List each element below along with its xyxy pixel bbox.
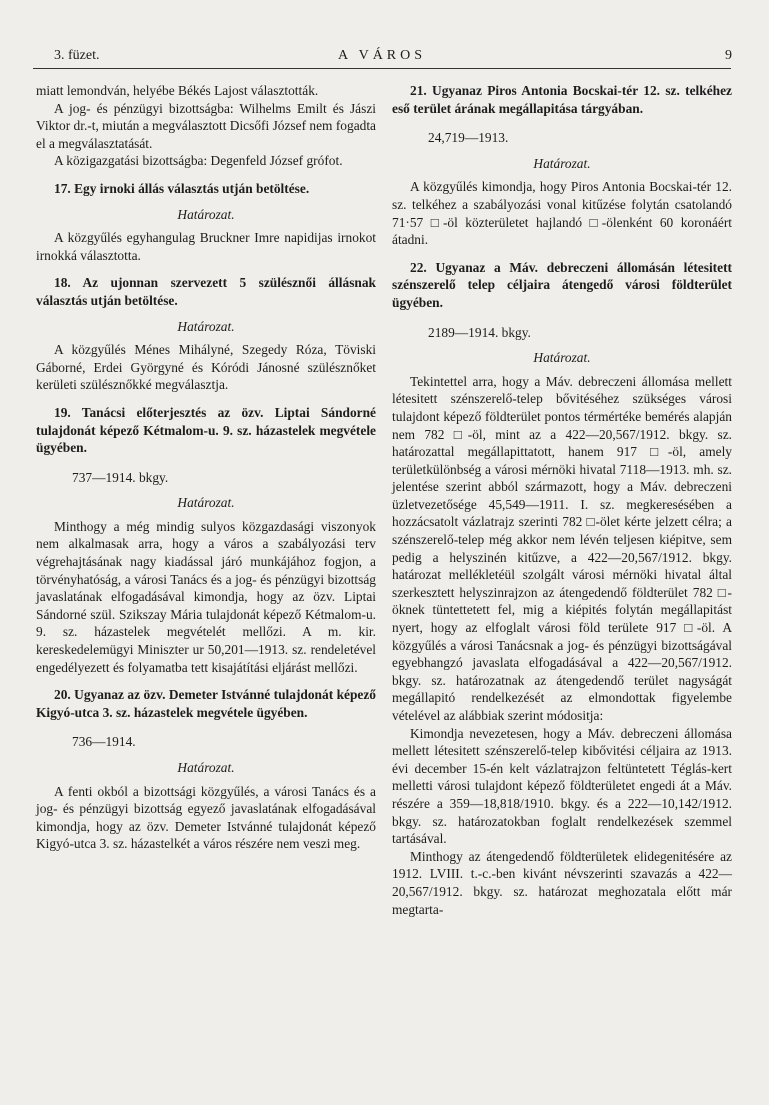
paragraph: miatt lemondván, helyébe Békés Lajost választották. <box>36 83 319 98</box>
section-heading-19: 19. Tanácsi előterjesztés az özv. Liptai Sándorné tulajdonát képező Kétmalom-u. 9. sz. házastelek megvétele ügyében. <box>36 404 376 456</box>
reference-number: 24,719—1913. <box>428 130 509 146</box>
resolution-label: Határozat. <box>177 318 235 334</box>
issue-number: 3. füzet. <box>54 48 100 63</box>
page-header <box>32 48 732 68</box>
section-heading-22: 22. Ugyanaz a Máv. debreczeni állomásán létesitett szénszerelő telep céljaira átengedő városi földterület ügyében. <box>392 259 732 310</box>
left-column <box>36 82 376 853</box>
resolution-label: Határozat. <box>177 760 235 775</box>
header-rule <box>33 68 731 69</box>
page-number: 9 <box>725 48 732 63</box>
section-heading-17: 17. Egy irnoki állás választás utján betöltése. <box>54 180 310 196</box>
journal-title: A VÁROS <box>338 48 427 63</box>
paragraph: Minthogy az átengedendő földterületek elidegenitésére az 1912. LVIII. t.-c.-ben kivánt névszerinti szavazás a 422—20,567/1912. bkgy. sz. határozat meghozatala előtt már megtarta- <box>392 848 732 917</box>
paragraph: Minthogy a még mindig sulyos közgazdasági viszonyok nem alkalmasak arra, hogy a város a szabályozási terv végrehajtásának nagy kiadással járó munkájához fogjon, a törvényhatóság, a városi Tanács és a jog- és pénzügyi bizottság javaslatának elfogadásával kimondja, hogy az özv. Liptai Sándorné szül. Szikszay Mária tulajdonát képező Kétmalom-u. 9. sz. házastelek megvételét mellőzi. A m. kir. kereskedelemügyi Miniszter ur 50,201—1913. sz. rendeletével engedélyezett és folyamatba tett kisajátítási eljárást mellőzi. <box>36 518 376 675</box>
paragraph: A közgyűlés Ménes Mihályné, Szegedy Róza, Töviski Gáborné, Erdei Györgyné és Kóródi Jánosné szülésznőket kerületi szülésznőkké megválasztja. <box>36 342 376 393</box>
resolution-label: Határozat. <box>533 350 591 366</box>
paragraph: Kimondja nevezetesen, hogy a Máv. debreczeni állomása mellett létesitett szénszerelő-telep kibővitési céljaira az 1913. évi december 15-én kelt vázlatrajzon feltüntetett Téglás-kert melletti városi tulajdont képező földterületet engedi át a Máv. részére a 359—18,818/1910. bkgy. és a 222—10,142/1912. bkgy. sz. határozatokban foglalt rendelkezések szemmel tartásával. <box>392 725 732 847</box>
resolution-label: Határozat. <box>177 495 235 511</box>
paragraph: A közgyűlés egyhangulag Bruckner Imre napidijas irnokot irnokká választotta. <box>36 230 376 263</box>
section-heading-20: 20. Ugyanaz az özv. Demeter Istvánné tulajdonát képező Kigyó-utca 3. sz. házastelek megvétele ügyében. <box>36 687 376 720</box>
paragraph: A fenti okból a bizottsági közgyűlés, a városi Tanács és a jog- és pénzügyi bizottság egyező javaslatának elfogadásával kimondja, hogy az özv. Demeter Istvánné tulajdonát képező Kigyó-utca 3. sz. házastelkét a város részére nem veszi meg. <box>36 783 376 852</box>
paragraph: A jog- és pénzügyi bizottságba: Wilhelms Emilt és Jászi Viktor dr.-t, miután a megválasztott Dicsőfi József nem fogadta el a megválasztatását. <box>36 100 376 151</box>
section-heading-21: 21. Ugyanaz Piros Antonia Bocskai-tér 12. sz. telkéhez eső terület árának megállapitása tárgyában. <box>392 83 732 116</box>
resolution-label: Határozat. <box>533 155 591 171</box>
reference-number: 736—1914. <box>72 734 136 750</box>
paragraph: A közigazgatási bizottságba: Degenfeld József grófot. <box>54 153 343 169</box>
section-heading-18: 18. Az ujonnan szervezett 5 szülésznői állásnak választás utján betöltése. <box>36 275 376 308</box>
reference-number: 737—1914. bkgy. <box>72 469 169 485</box>
right-column <box>392 82 732 918</box>
resolution-label: Határozat. <box>177 206 235 222</box>
reference-number: 2189—1914. bkgy. <box>428 324 531 340</box>
paragraph: A közgyűlés kimondja, hogy Piros Antonia Bocskai-tér 12. sz. telkéhez a szabályozási vonal kitűzése folytán csatolandó 71·57 □-öl közterületet hajlandó □-ölenként 60 koronáért átadni. <box>392 179 732 248</box>
paragraph: Tekintettel arra, hogy a Máv. debreczeni állomása mellett létesitett szénszerelő-telep bővitéséhez szükséges városi tulajdont képező földterület pontos térmértéke bemérés alapján nem 782 □-öl, mint az a 422—20,567/1912. bkgy. sz. határozattal megállapittatott, hanem 917 □-öl, amely területkülönbség a városi mérnöki hivatal 7118—1913. mh. sz. jelentése szerint abból származott, hogy a Máv. debreczeni üzletvezetősége 45,549—1911. I. sz. megkeresésében a hozzácsatolt vázlatrajz szerinti 782 □-ölet kérte jelzett célra; a szénszerelő-telep még akkor nem lévén teljesen kiépitve, sem pedig a helyszinén kitűzve, a 422—20,567/1912. bkgy. határozat mellékletéül szolgált városi mérnöki hivatal által szerkesztett helyszinrajzon az átengedendő földterület 782 □-öknek tüntettetett fel, mig a kiépités folytán megállapitást nyert, hogy az elfoglalt városi föld területe 917 □-öl. A közgyűlés a városi Tanácsnak a jog- és pénzügyi bizottságával egyebhangzó javaslata elfogadásával a 422—20,567/1912. bkgy. sz. határozatnak az átengedendő terület nagyságát megállapitó rendelkezését az elmondottak figyelembe vételével az alábbiak szerint módositja: <box>392 373 732 723</box>
